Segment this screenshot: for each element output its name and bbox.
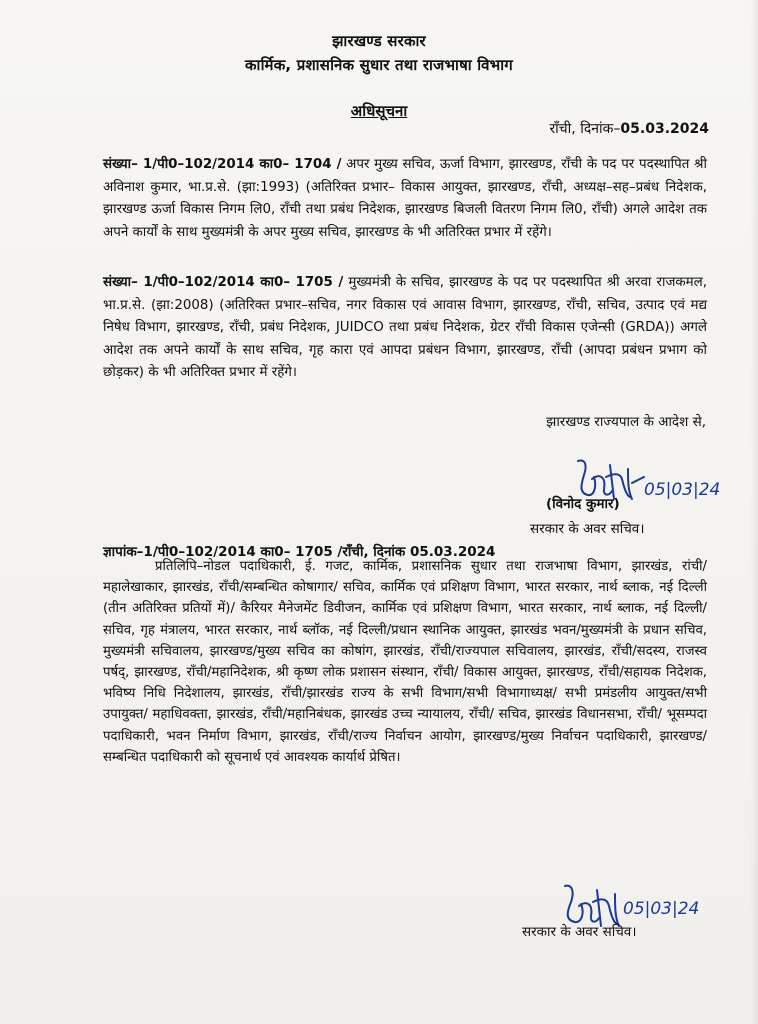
paragraph-1-text: अपर मुख्य सचिव, ऊर्जा विभाग, झारखण्ड, राँची के पद पर पदस्थापित श्री अविनाश कुमार, भा.प्र.से. (झा:1993) (अतिरिक्त प्रभार– विकास आयुक्त, झारखण्ड, राँची, अध्यक्ष–सह–प्रबंध निदेशक, झारखण्ड ऊर्जा विकास निगम लि0, राँची तथा प्रबंध निदेशक, झारखण्ड बिजली वितरण निगम लि0, राँची) अगले आदेश तक अपने कार्यों के साथ मुख्यमंत्री के अपर मुख्य सचिव, झारखण्ड के भी अतिरिक्त प्रभार में रहेंगे। [103,157,707,240]
notification-heading: अधिसूचना [350,102,408,120]
signature-1-date: 05|03|24 [644,480,720,500]
signer-name: (विनोद कुमार) [546,496,620,512]
signer-title-1: सरकार के अवर सचिव। [530,521,645,537]
place-date [549,119,709,138]
signer-title-2: सरकार के अवर सचिव। [522,924,637,940]
copy-distribution-paragraph: प्रतिलिपि–नोडल पदाधिकारी, ई. गजट, कार्मिक, प्रशासनिक सुधार तथा राजभाषा विभाग, झारखंड, रांची/महालेखाकार, झारखंड, राँची/सम्बन्धित कोषागार/ सचिव, कार्मिक एवं प्रशिक्षण विभाग, भारत सरकार, नार्थ ब्लाक, नई दिल्ली (तीन अतिरिक्त प्रतियों में)/ कैरियर मैनेजमेंट डिवीजन, कार्मिक एवं प्रशिक्षण विभाग, भारत सरकार, नार्थ ब्लाक, नई दिल्ली/सचिव, गृह मंत्रालय, भारत सरकार, नार्थ ब्लॉक, नई दिल्ली/प्रधान स्थानिक आयुक्त, झारखंड भवन/मुख्यमंत्री के प्रधान सचिव, मुख्यमंत्री सचिवालय, झारखण्ड/मुख्य सचिव का कोषांग, झारखंड, राँची/राज्यपाल सचिवालय, झारखंड, राँची/सदस्य, राजस्व पर्षद्, झारखण्ड, राँची/महानिदेशक, श्री कृष्ण लोक प्रशासन संस्थान, राँची/ विकास आयुक्त, झारखण्ड, राँची/सहायक निदेशक, भविष्य निधि निदेशालय, झारखंड, राँची/झारखंड राज्य के सभी विभाग/सभी विभागाध्यक्ष/ सभी प्रमंडलीय आयुक्त/सभी उपायुक्त/ महाधिवक्ता, झारखंड, राँची/महानिबंधक, झारखंड उच्च न्यायालय, राँची/ सचिव, झारखंड विधानसभा, राँची/ भूसम्पदा पदाधिकारी, भवन निर्माण विभाग, झारखंड, राँची/राज्य निर्वाचन आयोग, झारखण्ड/मुख्य निर्वाचन पदाधिकारी, झारखण्ड/सम्बन्धित पदाधिकारी को सूचनार्थ एवं आवश्यक कार्यार्थ प्रेषित। [103,559,707,765]
paragraph-2-text: मुख्यमंत्री के सचिव, झारखण्ड के पद पर पदस्थापित श्री अरवा राजकमल, भा.प्र.से. (झा:2008) (अतिरिक्त प्रभार–सचिव, नगर विकास एवं आवास विभाग, झारखण्ड, राँची, सचिव, उत्पाद एवं मद्य निषेध विभाग, झारखण्ड, राँची, प्रबंध निदेशक, JUIDCO तथा प्रबंध निदेशक, ग्रेटर राँची विकास एजेन्सी (GRDA)) अगले आदेश तक अपने कार्यों के साथ सचिव, गृह कारा एवं आपदा प्रबंधन विभाग, झारखण्ड, राँची (आपदा प्रबंधन प्रभाग को छोड़कर) के भी अतिरिक्त प्रभार में रहेंगे। [103,275,708,381]
notification-paragraph-2 [103,272,707,385]
paragraph-1-ref: संख्या– 1/पी0–102/2014 का0– 1704 / [103,157,342,172]
department-title: कार्मिक, प्रशासनिक सुधार तथा राजभाषा विभाग [245,56,513,74]
memo-reference: ज्ञापांक–1/पी0–102/2014 का0– 1705 /राँची, दिनांक 05.03.2024 [103,544,496,560]
place-date-prefix: राँची, दिनांक– [549,121,621,137]
notification-paragraph-1 [103,154,707,244]
page-edge-shadow [750,0,758,1024]
paragraph-2-ref: संख्या– 1/पी0–102/2014 का0– 1705 / [103,275,344,290]
notification-date: 05.03.2024 [620,121,709,137]
signature-2-date: 05|03|24 [623,899,700,919]
govt-title: झारखण्ड सरकार [332,32,426,50]
governor-order-line: झारखण्ड राज्यपाल के आदेश से, [546,414,706,430]
